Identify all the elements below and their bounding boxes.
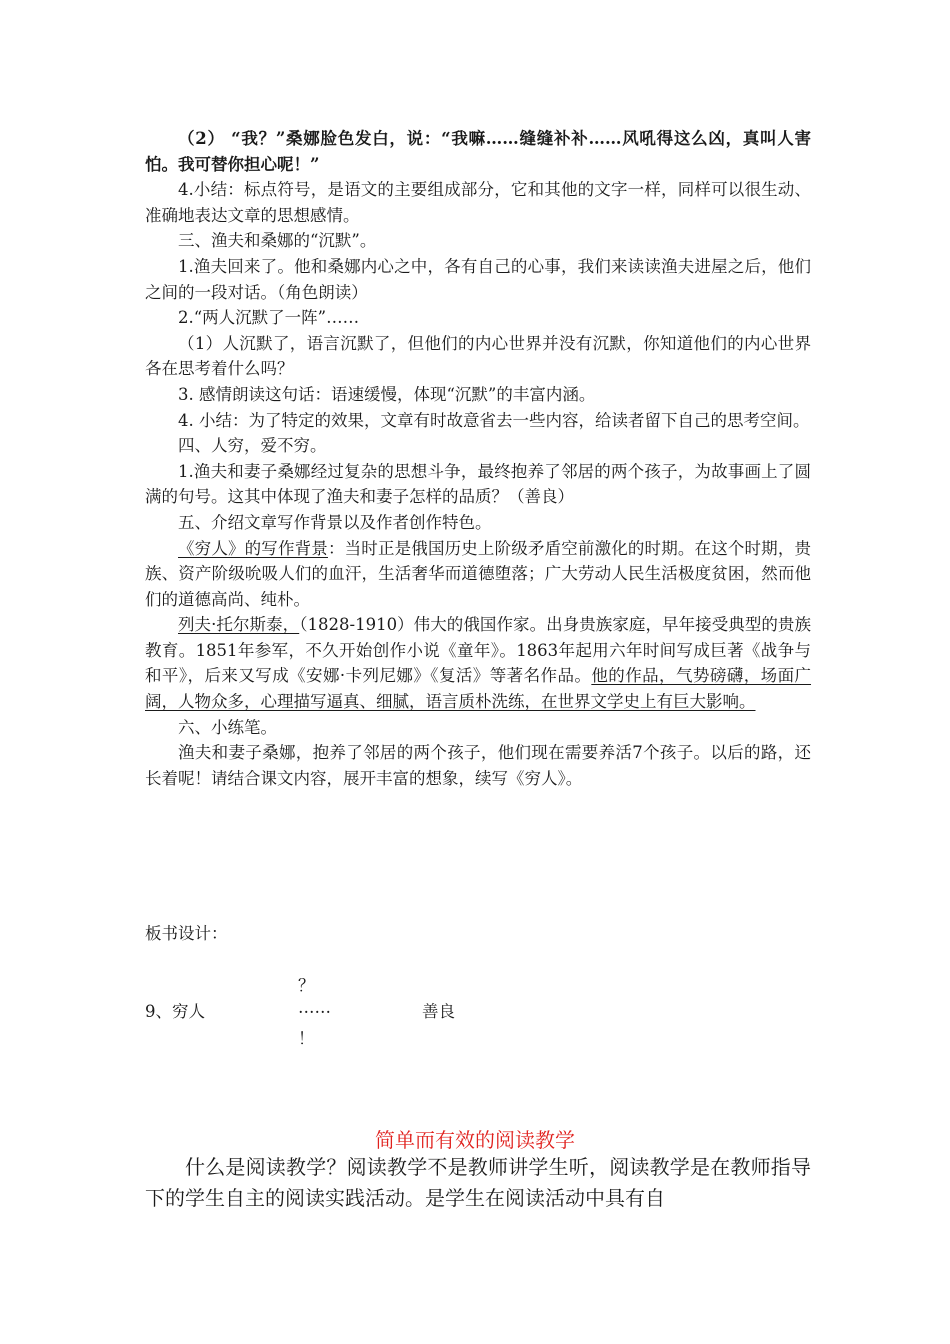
summary-punctuation: 4.小结：标点符号，是语文的主要组成部分，它和其他的文字一样，同样可以很生动、准确地表达文章的思想感情。 [145,180,811,225]
background-heading: 《穷人》的写作背景 [178,538,328,558]
writing-task: 渔夫和妻子桑娜，抱养了邻居的两个孩子，他们现在需要养活7个孩子。以后的路，还长着呢！请结合课文内容，展开丰富的想象，续写《穷人》。 [145,743,811,788]
board-exclamation-mark: ！ [298,1029,315,1048]
board-trait: 善良 [422,1002,455,1021]
section-heading-5: 五、介绍文章写作背景以及作者创作特色。 [178,512,492,532]
background-text: ：当时正是俄国历史上阶级矛盾空前激化的时期。在这个时期，贵族、资产阶级吮吸人们的血汗，生活奢华而道德堕落；广大劳动人民生活极度贫困，然而他们的道德高尚、纯朴。 [145,538,812,609]
board-question-mark: ？ [298,976,315,995]
summary-silence: 4. 小结：为了特定的效果，文章有时故意省去一些内容，给读者留下自己的思考空间。 [178,410,810,430]
dialogue-example: （2） “我？”桑娜脸色发白，说：“我嘛……缝缝补补……风吼得这么凶，真叫人害怕。我可替你担心呢！” [145,129,811,174]
step-2-sub-1: （1）人沉默了，语言沉默了，但他们的内心世界并没有沉默，你知道他们的内心世界各在思考着什么吗？ [145,333,811,379]
author-paragraph [145,612,811,714]
step-3: 3. 感情朗读这句话：语速缓慢，体现“沉默”的丰富内涵。 [178,384,596,404]
background-paragraph [145,536,811,613]
author-name: 列夫·托尔斯泰， [178,615,300,635]
author-style: 他的作品，气势磅礴，场面广阔，人物众多，心理描写逼真、细腻，语言质朴洗练，在世界文学史上有巨大影响。 [145,666,812,712]
section-heading-4: 四、人穷，爱不穷。 [178,436,327,456]
board-ellipsis: …… [298,998,331,1017]
board-lesson-title: 9、穷人 [145,1002,205,1021]
board-design-label: 板书设计： [145,924,228,943]
author-bio: （1828-1910）伟大的俄国作家。出身贵族家庭，早年接受典型的贵族教育。1851年参军，不久开始创作小说《童年》。1863年起用六年时间写成巨著《战争与和平》，后来又写成《安娜·卡列尼娜》《复活》等著名作品。 [145,615,811,686]
article-title: 简单而有效的阅读教学 [375,1128,575,1152]
section-heading-3: 三、渔夫和桑娜的“沉默”。 [178,231,377,251]
step-1: 1.渔夫回来了。他和桑娜内心之中，各有自己的心事，我们来读读渔夫进屋之后，他们之间的一段对话。（角色朗读） [145,256,811,302]
step-4-1: 1.渔夫和妻子桑娜经过复杂的思想斗争，最终抱养了邻居的两个孩子，为故事画上了圆满的句号。这其中体现了渔夫和妻子怎样的品质？（善良） [145,461,811,507]
step-2: 2.“两人沉默了一阵”…… [178,308,360,328]
section-heading-6: 六、小练笔。 [178,717,277,737]
lesson-content [145,126,811,791]
article-body: 什么是阅读教学？阅读教学不是教师讲学生听，阅读教学是在教师指导下的学生自主的阅读实践活动。是学生在阅读活动中具有自 [145,1155,811,1210]
